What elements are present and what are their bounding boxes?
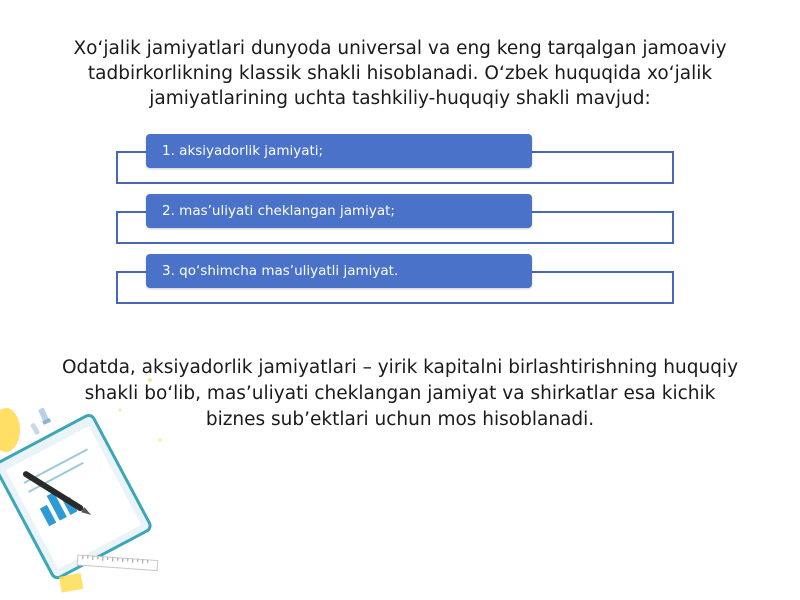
form-item-label: 3. qo‘shimcha mas’uliyatli jamiyat. (146, 254, 532, 288)
intro-paragraph: Xo‘jalik jamiyatlari dunyoda universal va eng keng tarqalgan jamoaviy tadbirkorlikning klassik shakli hisoblanadi. O‘zbek huquqida xo‘jalik jamiyatlarining uchta tashkiliy-huquqiy shakli mavjud: (73, 38, 727, 109)
summary-paragraph: Odatda, aksiyadorlik jamiyatlari – yirik kapitalni birlashtirishning huquqiy shakli bo‘lib, mas’uliyati cheklangan jamiyat va shirkatlar esa kichik biznes sub’ektlari uchun mos hisoblanadi. (61, 357, 739, 430)
form-item-3 (116, 254, 674, 290)
stationery-illustration-icon (0, 370, 170, 600)
form-item-1 (116, 134, 674, 170)
form-item-label: 1. aksiyadorlik jamiyati; (146, 134, 532, 168)
form-item-2 (116, 194, 674, 230)
form-item-label: 2. mas’uliyati cheklangan jamiyat; (146, 194, 532, 228)
